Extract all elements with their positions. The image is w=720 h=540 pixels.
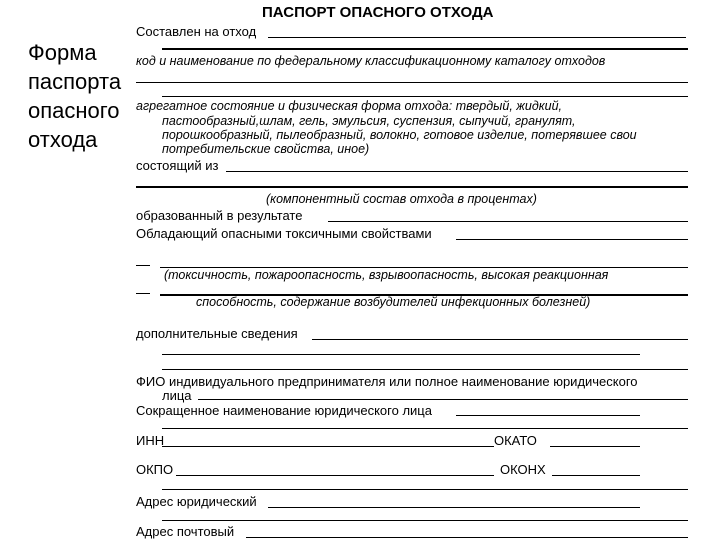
okato-label: ОКАТО: [494, 433, 537, 448]
okpo-field[interactable]: [176, 475, 494, 476]
composed-for-label: Составлен на отход: [136, 24, 257, 39]
toxic-label: Обладающий опасными токсичными свойствами: [136, 226, 432, 241]
short-name-label: Сокращенное наименование юридического лица: [136, 403, 432, 418]
additional-info-field[interactable]: [312, 339, 688, 340]
legal-address-label: Адрес юридический: [136, 494, 257, 509]
code-field[interactable]: [136, 82, 688, 83]
inn-label: ИНН: [136, 433, 165, 448]
inn-field[interactable]: [162, 446, 494, 447]
consisting-of-field-2[interactable]: [136, 186, 688, 188]
legal-address-field[interactable]: [268, 507, 640, 508]
additional-info-field-3[interactable]: [162, 369, 688, 370]
composed-for-field-2[interactable]: [162, 48, 688, 50]
state-hint-line: агрегатное состояние и физическая форма отхода: твердый, жидкий,: [136, 99, 563, 113]
consisting-of-label: состоящий из: [136, 158, 219, 173]
side-title: [28, 38, 121, 154]
code-hint: код и наименование по федеральному классификационному каталогу отходов: [136, 54, 606, 68]
okato-field[interactable]: [550, 446, 640, 447]
state-hint-line: потребительские свойства, иное): [162, 142, 370, 156]
formed-field[interactable]: [328, 221, 688, 222]
toxic-field-3-start: [136, 293, 150, 294]
postal-address-label: Адрес почтовый: [136, 524, 235, 539]
short-name-field[interactable]: [456, 415, 640, 416]
side-title-line: отхода: [28, 127, 98, 152]
composition-hint: (компонентный состав отхода в процентах): [266, 192, 537, 206]
okpo-label: ОКПО: [136, 462, 174, 477]
owner-name-field[interactable]: [198, 399, 688, 400]
state-hint-line: пастообразный,шлам, гель, эмульсия, суспензия, сыпучий, гранулят,: [162, 114, 576, 128]
short-name-field-2[interactable]: [162, 428, 688, 429]
consisting-of-field[interactable]: [226, 171, 688, 172]
toxic-field[interactable]: [456, 239, 688, 240]
side-title-line: паспорта: [28, 69, 122, 94]
page-title: ПАСПОРТ ОПАСНОГО ОТХОДА: [262, 4, 494, 21]
okpo-field-2[interactable]: [162, 489, 688, 490]
postal-address-field[interactable]: [246, 537, 688, 538]
composed-for-field[interactable]: [268, 37, 668, 38]
okonh-field[interactable]: [552, 475, 640, 476]
additional-info-field-2[interactable]: [162, 354, 640, 355]
side-title-line: опасного: [28, 98, 120, 123]
toxic-hint-line: способность, содержание возбудителей инфекционных болезней): [196, 295, 591, 309]
code-field-2[interactable]: [162, 96, 688, 97]
legal-address-field-2[interactable]: [162, 520, 688, 521]
additional-info-label: дополнительные сведения: [136, 326, 298, 341]
formed-label: образованный в результате: [136, 208, 303, 223]
composed-for-field-end: [668, 37, 686, 38]
owner-name-label-2: лица: [162, 388, 192, 403]
okonh-label: ОКОНХ: [500, 462, 546, 477]
toxic-hint-line: (токсичность, пожароопасность, взрывоопасность, высокая реакционная: [164, 268, 609, 282]
owner-name-label: ФИО индивидуального предпринимателя или полное наименование юридического: [136, 374, 638, 389]
state-hint-line: порошкообразный, пылеобразный, волокно, готовое изделие, потерявшее свои: [162, 128, 637, 142]
side-title-line: Форма: [28, 40, 97, 65]
toxic-field-start: [136, 265, 150, 266]
